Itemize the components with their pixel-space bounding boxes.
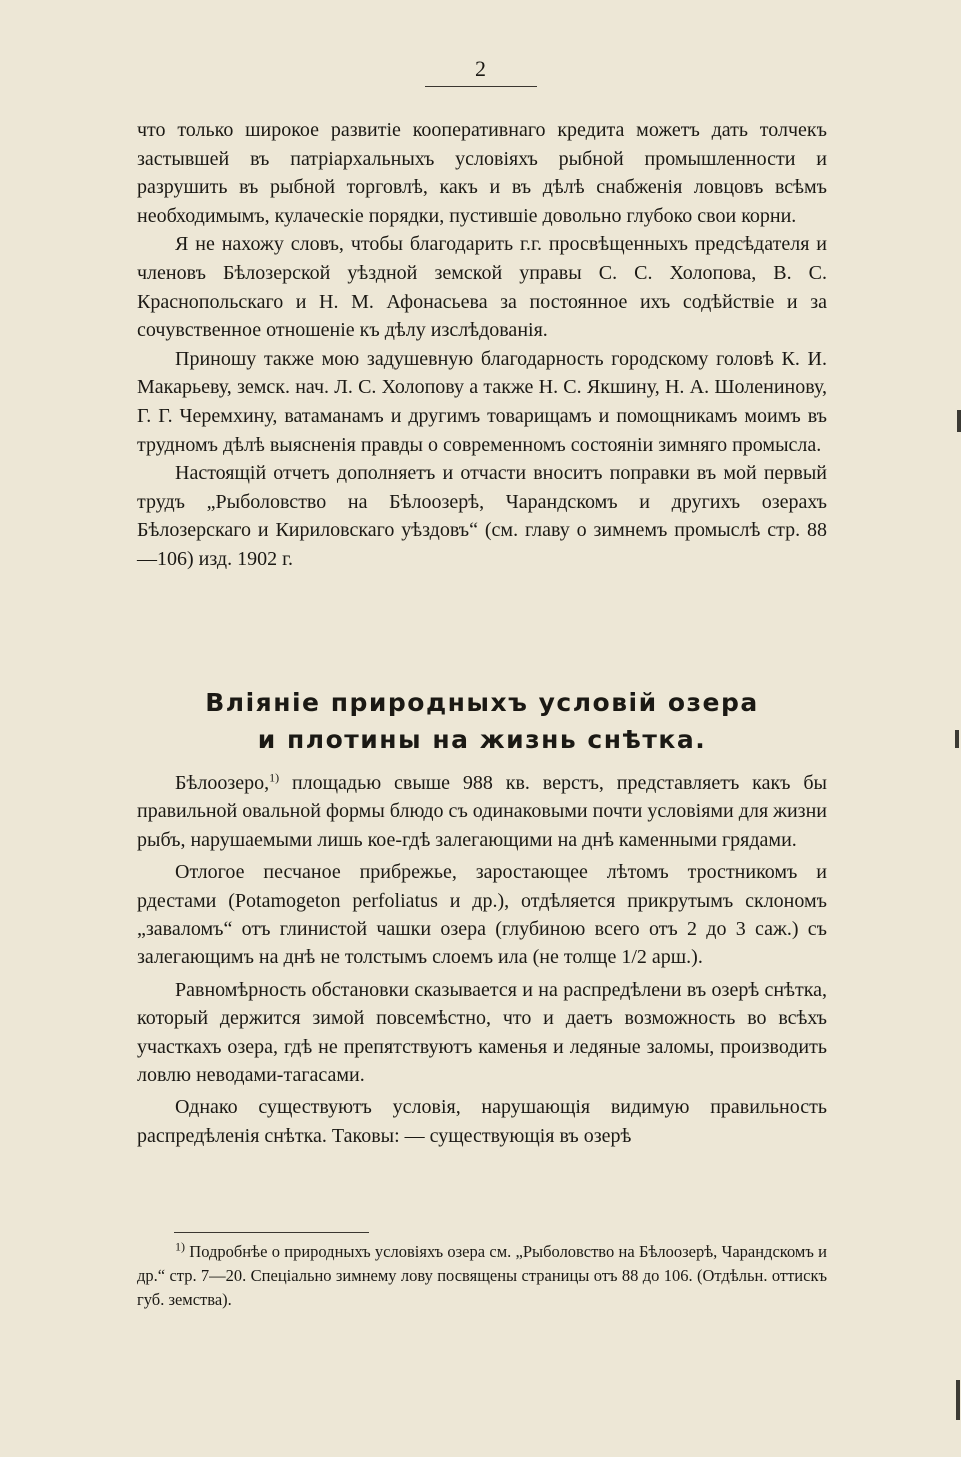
footnote-text: Подробнѣе о природныхъ условіяхъ озера см. „Рыболовство на Бѣлоозерѣ, Чарандскомъ и др.“ стр. 7—20. Спеціально зимнему лову посвящены страницы отъ 88 до 106. (Отдѣльн. оттискъ губ. земства). bbox=[137, 1242, 827, 1309]
page-number-rule bbox=[425, 86, 537, 87]
scan-edge-mark bbox=[957, 410, 961, 432]
section-heading-line-2: и плотины на жизнь снѣтка. bbox=[257, 725, 707, 754]
footnote-rule bbox=[174, 1232, 369, 1233]
paragraph-shore bbox=[137, 858, 827, 972]
lake-shape-start: Бѣлоозеро, bbox=[175, 772, 270, 794]
paragraph-distribution: Равномѣрность обстановки сказывается и на распредѣлени въ озерѣ снѣтка, который держится зимой повсемѣстно, что и даетъ возможность во всѣхъ участкахъ озера, гдѣ не препятствуютъ каменья и ледяные заломы, производить ловлю неводами-тагасами. bbox=[137, 978, 827, 1087]
shore-text-end: арш.). bbox=[646, 946, 703, 969]
paragraph-continuation: что только широкое развитіе кооперативнаго кредита можетъ дать толчекъ застывшей въ патріархальныхъ условіяхъ рыбной промышленности и разрушить въ рыбной торговлѣ, какъ и въ дѣлѣ снабженія ловцовъ всѣмъ необходимымъ, кулаческіе порядки, пустившіе довольно глубоко свои корни. bbox=[137, 119, 827, 227]
paragraph-thanks-board: Я не нахожу словъ, чтобы благодарить г.г. просвѣщенныхъ предсѣдателя и членовъ Бѣлозерской уѣздной земской управы С. С. Холопова, В. С. Краснопольскаго и Н. М. Афонасьева за постоянное ихъ содѣйствіе и за сочувственное отношеніе къ дѣлу изслѣдованія. bbox=[137, 233, 827, 342]
section-text bbox=[137, 769, 827, 1154]
paragraph-thanks-others: Приношу также мою задушевную благодарность городскому головѣ К. И. Макарьеву, земск. нач. Л. С. Холопову а также Н. С. Якшину, Н. А. Шоленинову, Г. Г. Черемхину, ватаманамъ и другимъ товарищамъ и помощникамъ моимъ въ трудномъ дѣлѣ выясненія правды о современномъ состояніи зимняго промысла. bbox=[137, 347, 827, 456]
section-heading bbox=[137, 684, 827, 758]
page-number: 2 bbox=[475, 56, 486, 81]
paragraph-report-note: Настоящій отчетъ дополняетъ и отчасти вноситъ поправки въ мой первый трудъ „Рыболовство на Бѣлоозерѣ, Чарандскомъ и другихъ озерахъ Бѣлозерскаго и Кириловскаго уѣздовъ“ (см. главу о зимнемъ промыслѣ стр. 88—106) изд. 1902 г. bbox=[137, 462, 827, 570]
scan-edge-mark bbox=[956, 1380, 960, 1420]
footnote-reference: 1) bbox=[269, 770, 280, 785]
scan-edge-mark bbox=[955, 730, 959, 748]
footnote bbox=[137, 1240, 827, 1312]
paragraph-lake-shape bbox=[137, 769, 827, 854]
intro-text bbox=[137, 116, 827, 574]
paragraph-conditions: Однако существуютъ условія, нарушающія видимую правильность распредѣленія снѣтка. Таковы: — существующія въ озерѣ bbox=[137, 1096, 827, 1147]
fraction: 1/2 bbox=[621, 946, 647, 969]
footnote-marker: 1) bbox=[175, 1239, 185, 1254]
section-heading-line-1: Вліяніе природныхъ условій озера bbox=[205, 688, 759, 717]
lake-shape-rest: площадью свыше 988 кв. верстъ, представляетъ какъ бы правильной овальной формы блюдо съ одинаковыми почти условіями для жизни рыбъ, нарушаемыми лишь кое-гдѣ залегающими на днѣ каменными грядами. bbox=[137, 772, 827, 851]
footnote-paragraph bbox=[137, 1240, 827, 1312]
shore-text: Отлогое песчаное прибрежье, заростающее лѣтомъ тростникомъ и рдестами (Potamogeton perfoliatus и др.), отдѣляется прикрутымъ склономъ „заваломъ“ отъ глинистой чашки озера (глубиною всего отъ 2 до 3 саж.) съ залегающимъ на днѣ не толстымъ слоемъ ила (не толще bbox=[137, 861, 827, 969]
